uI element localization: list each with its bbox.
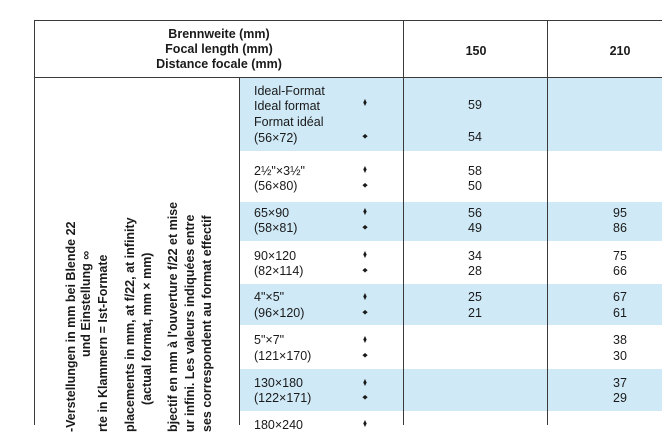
side-label-de-2: und Einstellung ∞ [79,250,93,357]
table-top-border [34,20,662,21]
value-65x90-150-vertical: 56 [468,206,482,220]
format-4x5-actual: (96×120) [254,306,305,320]
format-5x7-size: 5"×7" [254,333,285,347]
side-label-en-2: (actual format, mm × mm) [140,252,154,405]
format-65x90-size: 65×90 [254,206,290,220]
vertical-shift-diamond-icon: ♦ [363,289,367,303]
format-65x90-actual: (58×81) [254,221,298,235]
horizontal-shift-diamond-icon: ♦ [361,222,369,232]
side-label-de-1: -Verstellungen in mm bei Blende 22 [64,221,78,432]
col-header-150: 150 [465,44,487,58]
header-title-de: Brennweite (mm) [168,27,270,41]
value-4x5-150-vertical: 25 [468,290,482,304]
value-4x5-210-vertical: 67 [613,290,627,304]
format-4x5-size: 4"×5" [254,290,285,304]
value-130x180-210-vertical: 37 [613,376,627,390]
focal-length-header [35,27,403,72]
value-2x3-150-horizontal: 50 [468,179,482,193]
format-130x180-size: 130×180 [254,376,304,390]
side-label-de-3: rte in Klammern = Ist-Formate [96,254,110,432]
format-5x7-actual: (121×170) [254,349,312,363]
value-5x7-210-horizontal: 30 [613,349,627,363]
format-ideal-size: (56×72) [254,131,298,145]
col-150-left-divider [403,20,404,425]
format-ideal-en: Ideal format [254,99,321,113]
horizontal-shift-diamond-icon: ♦ [361,180,369,190]
vertical-shift-diamond-icon: ♦ [363,416,367,430]
side-label-fr-2: ur infini. Les valeurs indiquées entre [183,214,197,432]
value-65x90-210-vertical: 95 [613,206,627,220]
col-header-210: 210 [609,44,631,58]
horizontal-shift-diamond-icon: ♦ [361,307,369,317]
row-band-65x90 [240,202,662,241]
header-bottom-border [34,77,662,78]
value-5x7-210-vertical: 38 [613,333,627,347]
vertical-shift-diamond-icon: ♦ [363,332,367,346]
format-2x3-size: 2½"×3½" [254,164,305,178]
format-180x240-size: 180×240 [254,418,304,432]
format-130x180-actual: (122×171) [254,391,312,405]
side-label-en-1: placements in mm, at f/22, at infinity [123,217,137,432]
horizontal-shift-diamond-icon: ♦ [361,350,369,360]
horizontal-shift-diamond-icon: ♦ [361,131,369,141]
horizontal-shift-diamond-icon: ♦ [361,265,369,275]
vertical-shift-diamond-icon: ♦ [363,204,367,218]
side-label-fr-3: ses correspondent au format effectif [200,215,214,432]
format-90x120-size: 90×120 [254,249,297,263]
format-ideal-fr: Format idéal [254,115,324,129]
value-130x180-210-horizontal: 29 [613,391,627,405]
value-65x90-150-horizontal: 49 [468,221,482,235]
table-left-border [34,20,35,425]
value-4x5-150-horizontal: 21 [468,306,482,320]
value-90x120-210-vertical: 75 [613,249,627,263]
col-210-left-divider [547,20,548,425]
side-label-fr-1: bjectif en mm à l'ouverture f/22 et mise [166,201,180,432]
format-column-divider [239,77,240,425]
header-title-fr: Distance focale (mm) [156,57,282,71]
vertical-shift-diamond-icon: ♦ [363,375,367,389]
value-2x3-150-vertical: 58 [468,164,482,178]
format-90x120-actual: (82×114) [254,264,304,278]
value-ideal-150-horizontal: 54 [468,130,482,144]
header-title-en: Focal length (mm) [165,42,273,56]
vertical-shift-diamond-icon: ♦ [363,95,367,109]
value-90x120-150-vertical: 34 [468,249,482,263]
format-2x3-actual: (56×80) [254,179,298,193]
value-90x120-210-horizontal: 66 [613,264,627,278]
vertical-shift-diamond-icon: ♦ [363,162,367,176]
horizontal-shift-diamond-icon: ♦ [361,392,369,402]
value-65x90-210-horizontal: 86 [613,221,627,235]
format-ideal-de: Ideal-Format [254,84,325,98]
vertical-shift-diamond-icon: ♦ [363,247,367,261]
value-4x5-210-horizontal: 61 [613,306,627,320]
value-90x120-150-horizontal: 28 [468,264,482,278]
value-ideal-150-vertical: 59 [468,98,482,112]
